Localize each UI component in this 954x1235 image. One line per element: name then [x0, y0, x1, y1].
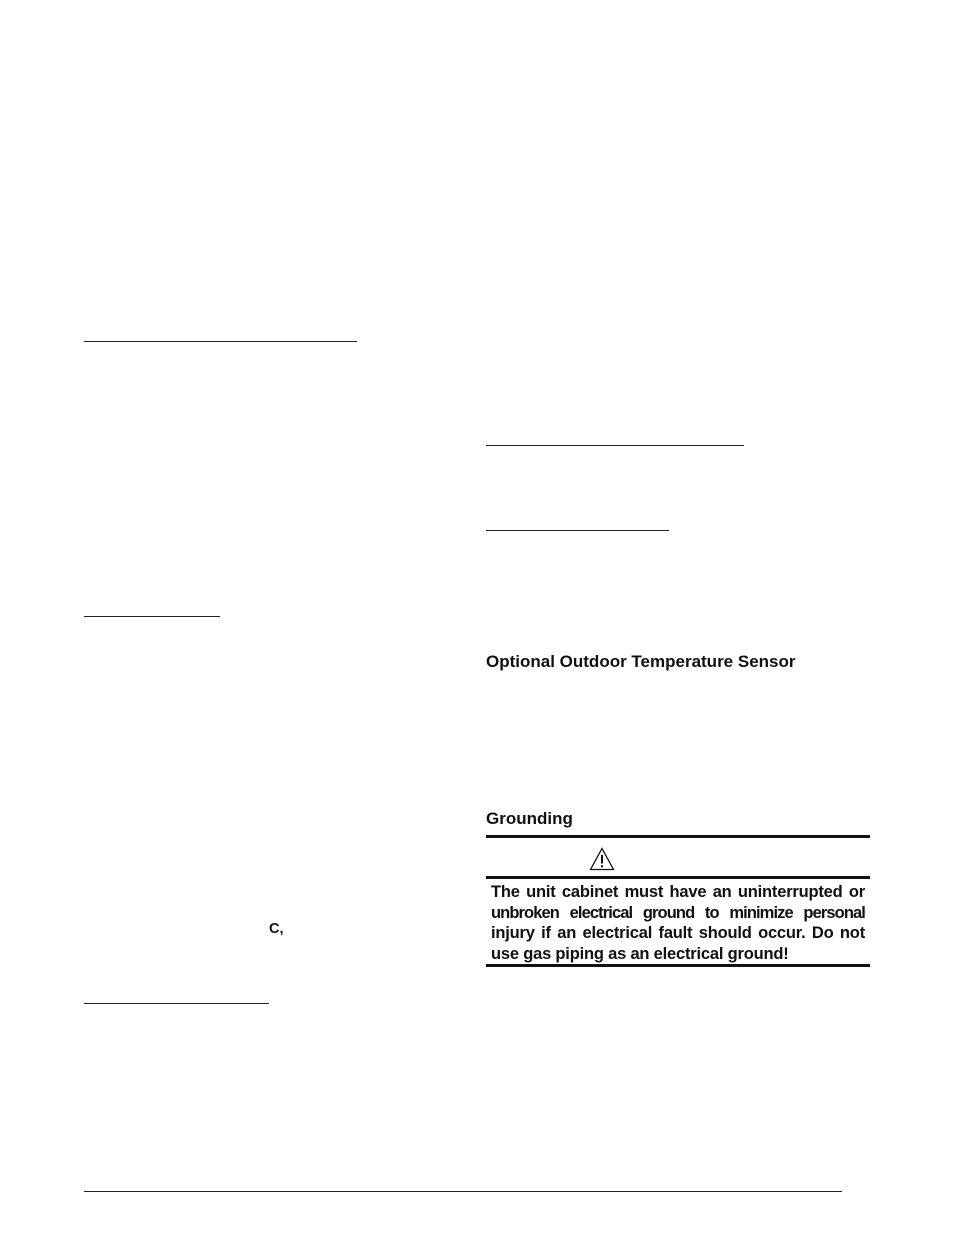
heading-outdoor-temperature-sensor: Optional Outdoor Temperature Sensor — [486, 652, 796, 671]
section-rule-5 — [486, 530, 669, 531]
warning-separator — [486, 876, 870, 879]
section-rule-3 — [84, 1003, 269, 1004]
section-rule-4 — [486, 445, 744, 446]
warning-line: unbroken electrical ground to minimize personal — [491, 903, 865, 922]
footer-rule — [84, 1191, 842, 1192]
warning-line: use gas piping as an electrical ground! — [491, 944, 789, 963]
warning-text — [491, 882, 865, 964]
warning-line: injury if an electrical fault should occur. Do not — [491, 924, 865, 942]
section-rule-1 — [84, 341, 357, 342]
stray-text-fragment: C, — [269, 921, 284, 937]
warning-box — [486, 835, 870, 967]
heading-grounding: Grounding — [486, 809, 573, 828]
warning-triangle-icon — [589, 847, 615, 871]
section-rule-2 — [84, 616, 220, 617]
warning-line: The unit cabinet must have an uninterrupted or — [491, 883, 865, 901]
